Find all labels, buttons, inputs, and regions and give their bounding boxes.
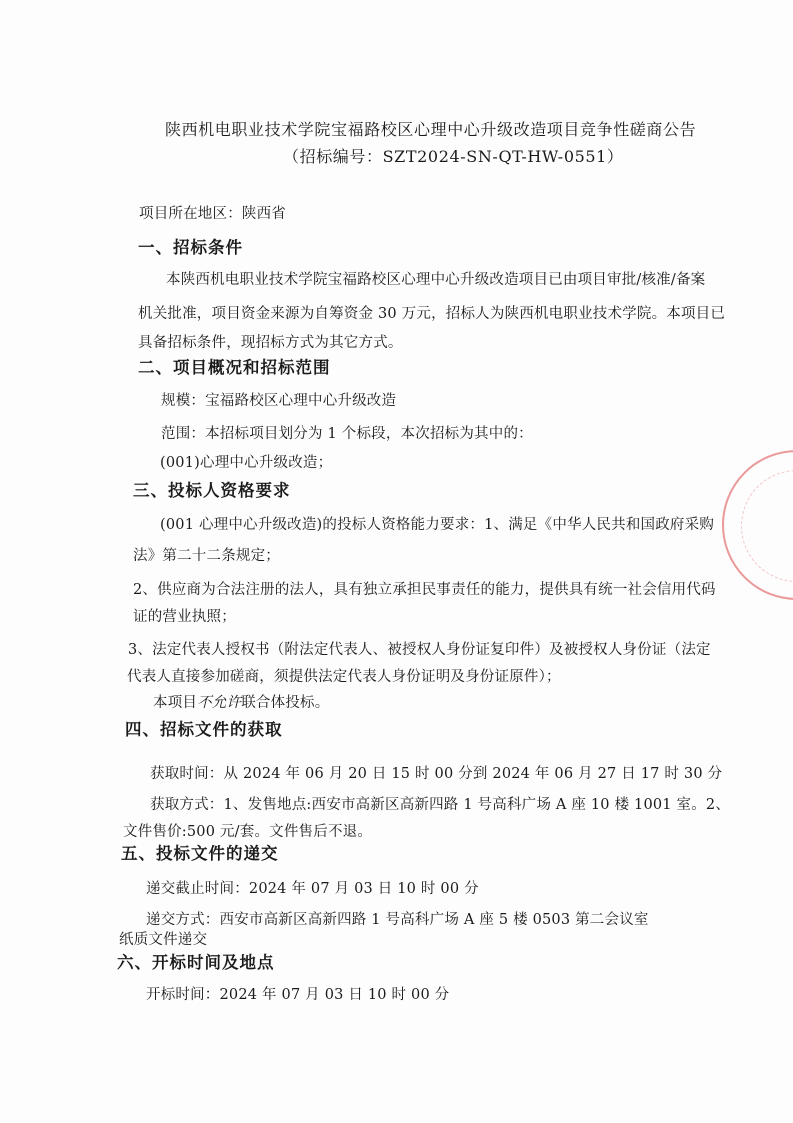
acquisition-method-b: 文件售价:500 元/套。文件售后不退。 <box>123 824 373 840</box>
section-heading-6: 六、开标时间及地点 <box>117 953 275 972</box>
qualification-3a: 3、法定代表人授权书（附法定代表人、被授权人身份证复印件）及被授权人身份证（法定 <box>128 642 711 658</box>
opening-time: 开标时间：2024 年 07 月 03 日 10 时 00 分 <box>146 987 450 1003</box>
section-heading-3: 三、投标人资格要求 <box>133 481 291 500</box>
project-scale: 规模：宝福路校区心理中心升级改造 <box>161 393 397 409</box>
section1-para-line2: 机关批准，项目资金来源为自筹资金 30 万元，招标人为陕西机电职业技术学院。本项目已 <box>138 306 726 322</box>
joint-bid-not-allowed: 不允许 <box>197 695 242 711</box>
qualification-2b: 证的营业执照； <box>133 609 236 625</box>
acquisition-time: 获取时间：从 2024 年 06 月 20 日 15 时 00 分到 2024 年 06 月 27 日 17 时 30 分 <box>150 766 723 782</box>
joint-bid-pre: 本项目 <box>153 695 198 711</box>
qualification-1a: (001 心理中心升级改造)的投标人资格能力要求：1、满足《中华人民共和国政府采购 <box>160 517 715 533</box>
section-heading-2: 二、项目概况和招标范围 <box>138 358 331 377</box>
joint-bid-post: 联合体投标。 <box>241 695 330 711</box>
qualification-2a: 2、供应商为合法注册的法人，具有独立承担民事责任的能力，提供具有统一社会信用代码 <box>133 582 716 598</box>
section-heading-4: 四、招标文件的获取 <box>125 720 283 739</box>
section1-para-line1: 本陕西机电职业技术学院宝福路校区心理中心升级改造项目已由项目审批/核准/备案 <box>166 272 706 288</box>
project-scope: 范围：本招标项目划分为 1 个标段，本次招标为其中的： <box>161 426 533 442</box>
qualification-1b: 法》第二十二条规定； <box>133 548 280 564</box>
qualification-3b: 代表人直接参加磋商，须提供法定代表人身份证明及身份证原件）； <box>127 669 561 685</box>
submission-method: 递交方式：西安市高新区高新四路 1 号高科广场 A 座 5 楼 0503 第二会议室 <box>146 912 649 928</box>
submission-deadline: 递交截止时间：2024 年 07 月 03 日 10 时 00 分 <box>146 881 479 897</box>
section-heading-1: 一、招标条件 <box>138 238 243 257</box>
acquisition-method-a: 获取方式：1、发售地点:西安市高新区高新四路 1 号高科广场 A 座 10 楼 1001 室。2、 <box>150 797 731 813</box>
page-title: 陕西机电职业技术学院宝福路校区心理中心升级改造项目竞争性磋商公告 <box>165 120 697 139</box>
project-region: 项目所在地区：陕西省 <box>139 206 286 222</box>
section-heading-5: 五、投标文件的递交 <box>121 844 279 863</box>
project-lot: (001)心理中心升级改造； <box>160 455 333 471</box>
joint-bid-statement <box>153 693 329 713</box>
section1-para-line3: 具备招标条件，现招标方式为其它方式。 <box>138 335 403 351</box>
paper-submission: 纸质文件递交 <box>119 932 208 948</box>
tender-code: （招标编号：SZT2024-SN-QT-HW-0551） <box>283 147 624 166</box>
